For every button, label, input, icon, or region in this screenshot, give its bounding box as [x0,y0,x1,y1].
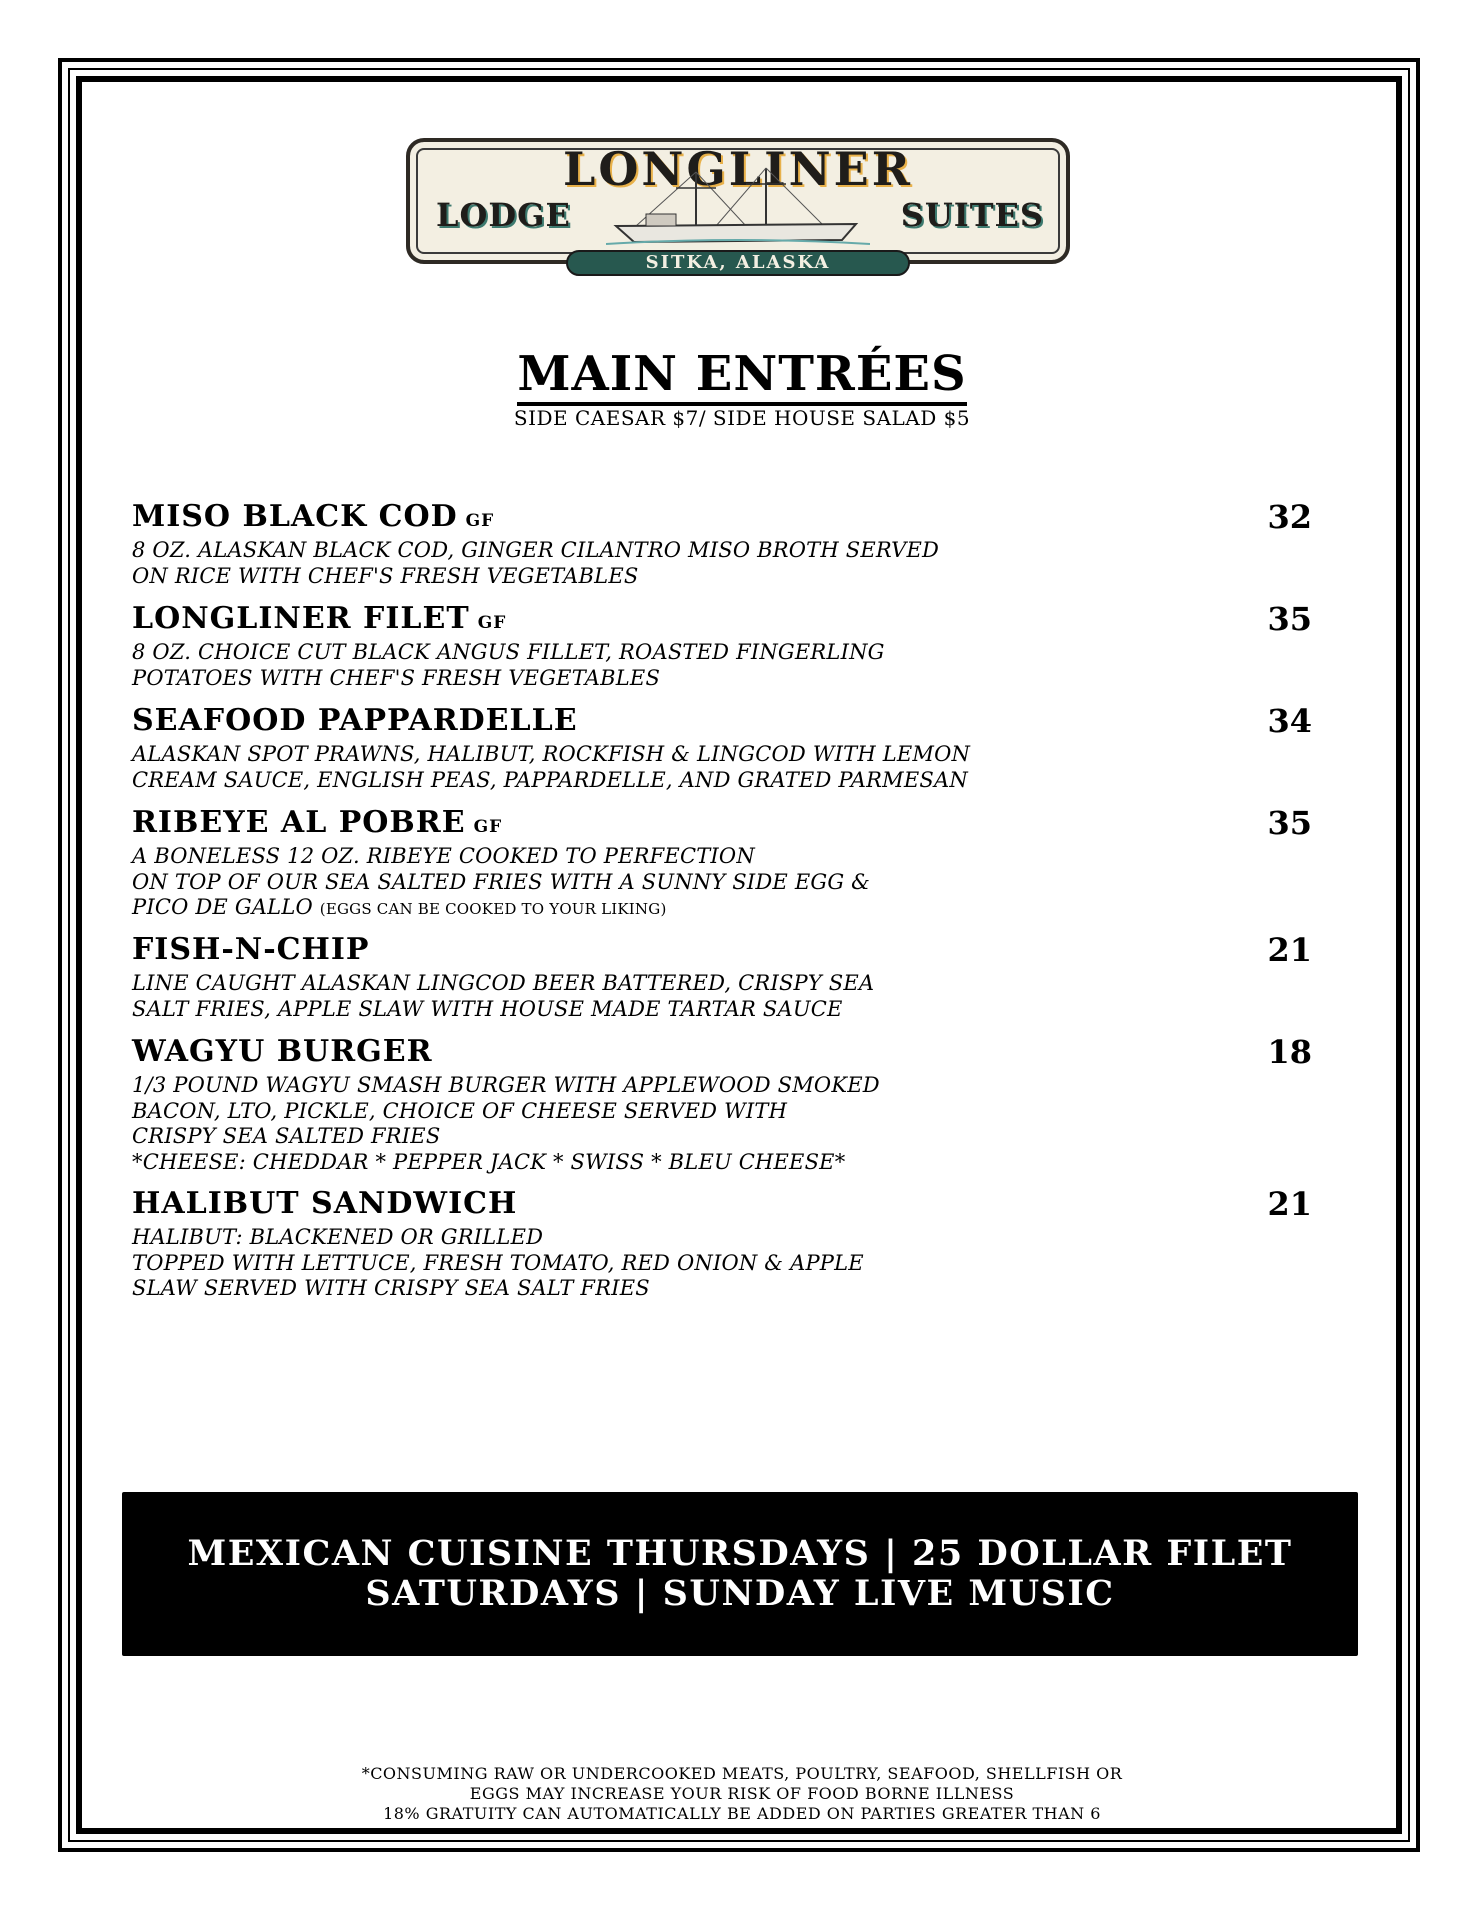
menu-item [132,806,1312,933]
item-description-line: SLAW SERVED WITH CRISPY SEA SALT FRIES [132,1276,650,1300]
menu-item [132,704,1312,806]
item-note: (EGGS CAN BE COOKED TO YOUR LIKING) [319,900,667,918]
footer-line: *CONSUMING RAW OR UNDERCOOKED MEATS, POULTRY, SEAFOOD, SHELLFISH OR [361,1764,1123,1783]
item-description-line: 8 OZ. ALASKAN BLACK COD, GINGER CILANTRO MISO BROTH SERVED [132,538,940,562]
footer-disclaimer [0,1764,1484,1824]
menu-item [132,1187,1312,1314]
item-description-line: ON TOP OF OUR SEA SALTED FRIES WITH A SUNNY SIDE EGG & [132,869,871,894]
menu-list [132,500,1312,1314]
item-price: 32 [1267,498,1312,536]
logo-suites-text: SUITES [900,196,1044,234]
longliner-logo [406,138,1070,273]
item-name: SEAFOOD PAPPARDELLE [132,703,578,738]
item-name: MISO BLACK COD [132,499,458,534]
item-price: 35 [1267,804,1312,842]
promo-text: MEXICAN CUISINE THURSDAYS | 25 DOLLAR FILET SATURDAYS | SUNDAY LIVE MUSIC [187,1533,1293,1614]
item-description-line: TOPPED WITH LETTUCE, FRESH TOMATO, RED ONION & APPLE [132,1250,864,1275]
item-description-line: ON RICE WITH CHEF'S FRESH VEGETABLES [132,563,639,588]
item-description-line: SALT FRIES, APPLE SLAW WITH HOUSE MADE TARTAR SAUCE [132,996,843,1021]
gluten-free-tag: GF [477,613,507,633]
item-name: RIBEYE AL POBRE [132,805,466,840]
item-description-line: HALIBUT: BLACKENED OR GRILLED [132,1225,544,1249]
logo-title: LONGLINER [563,142,913,196]
item-price: 34 [1267,702,1312,740]
item-description-line: CRISPY SEA SALTED FRIES [132,1124,441,1148]
item-description-line: *CHEESE: CHEDDAR * PEPPER JACK * SWISS * BLEU CHEESE* [132,1149,846,1174]
logo-location-banner: SITKA, ALASKA [566,250,910,276]
item-price: 21 [1267,1185,1312,1223]
item-price: 18 [1267,1033,1312,1071]
gluten-free-tag: GF [473,817,503,837]
item-description-line: 8 OZ. CHOICE CUT BLACK ANGUS FILLET, ROASTED FINGERLING [132,640,885,664]
item-description-line: ALASKAN SPOT PRAWNS, HALIBUT, ROCKFISH & LINGCOD WITH LEMON [132,742,971,766]
page-title: MAIN ENTRÉES [0,346,1484,402]
footer-line: EGGS MAY INCREASE YOUR RISK OF FOOD BORNE ILLNESS [469,1784,1015,1803]
ship-icon [606,166,870,248]
item-description-line: CREAM SAUCE, ENGLISH PEAS, PAPPARDELLE, AND GRATED PARMESAN [132,767,968,792]
gluten-free-tag: GF [465,511,495,531]
menu-item [132,1035,1312,1187]
item-description-line: A BONELESS 12 OZ. RIBEYE COOKED TO PERFECTION [132,844,755,868]
item-description-line: BACON, LTO, PICKLE, CHOICE OF CHEESE SERVED WITH [132,1098,788,1123]
page-subtitle: SIDE CAESAR $7/ SIDE HOUSE SALAD $5 [513,406,971,430]
promo-banner [122,1492,1358,1656]
item-description-line: PICO DE GALLO (EGGS CAN BE COOKED TO YOUR LIKING) [132,895,667,919]
item-description-line: POTATOES WITH CHEF'S FRESH VEGETABLES [132,665,661,690]
menu-item [132,602,1312,704]
item-description-line: 1/3 POUND WAGYU SMASH BURGER WITH APPLEWOOD SMOKED [132,1073,880,1097]
item-price: 21 [1267,931,1312,969]
item-name: LONGLINER FILET [132,601,470,636]
menu-item [132,500,1312,602]
logo-lodge-text: LODGE [436,196,571,234]
menu-item [132,933,1312,1035]
item-description-line: LINE CAUGHT ALASKAN LINGCOD BEER BATTERED, CRISPY SEA [132,971,875,995]
item-name: FISH-N-CHIP [132,932,370,967]
footer-line: 18% GRATUITY CAN AUTOMATICALLY BE ADDED ON PARTIES GREATER THAN 6 [383,1804,1101,1823]
item-name: WAGYU BURGER [132,1034,433,1069]
item-name: HALIBUT SANDWICH [132,1186,518,1221]
item-price: 35 [1267,600,1312,638]
